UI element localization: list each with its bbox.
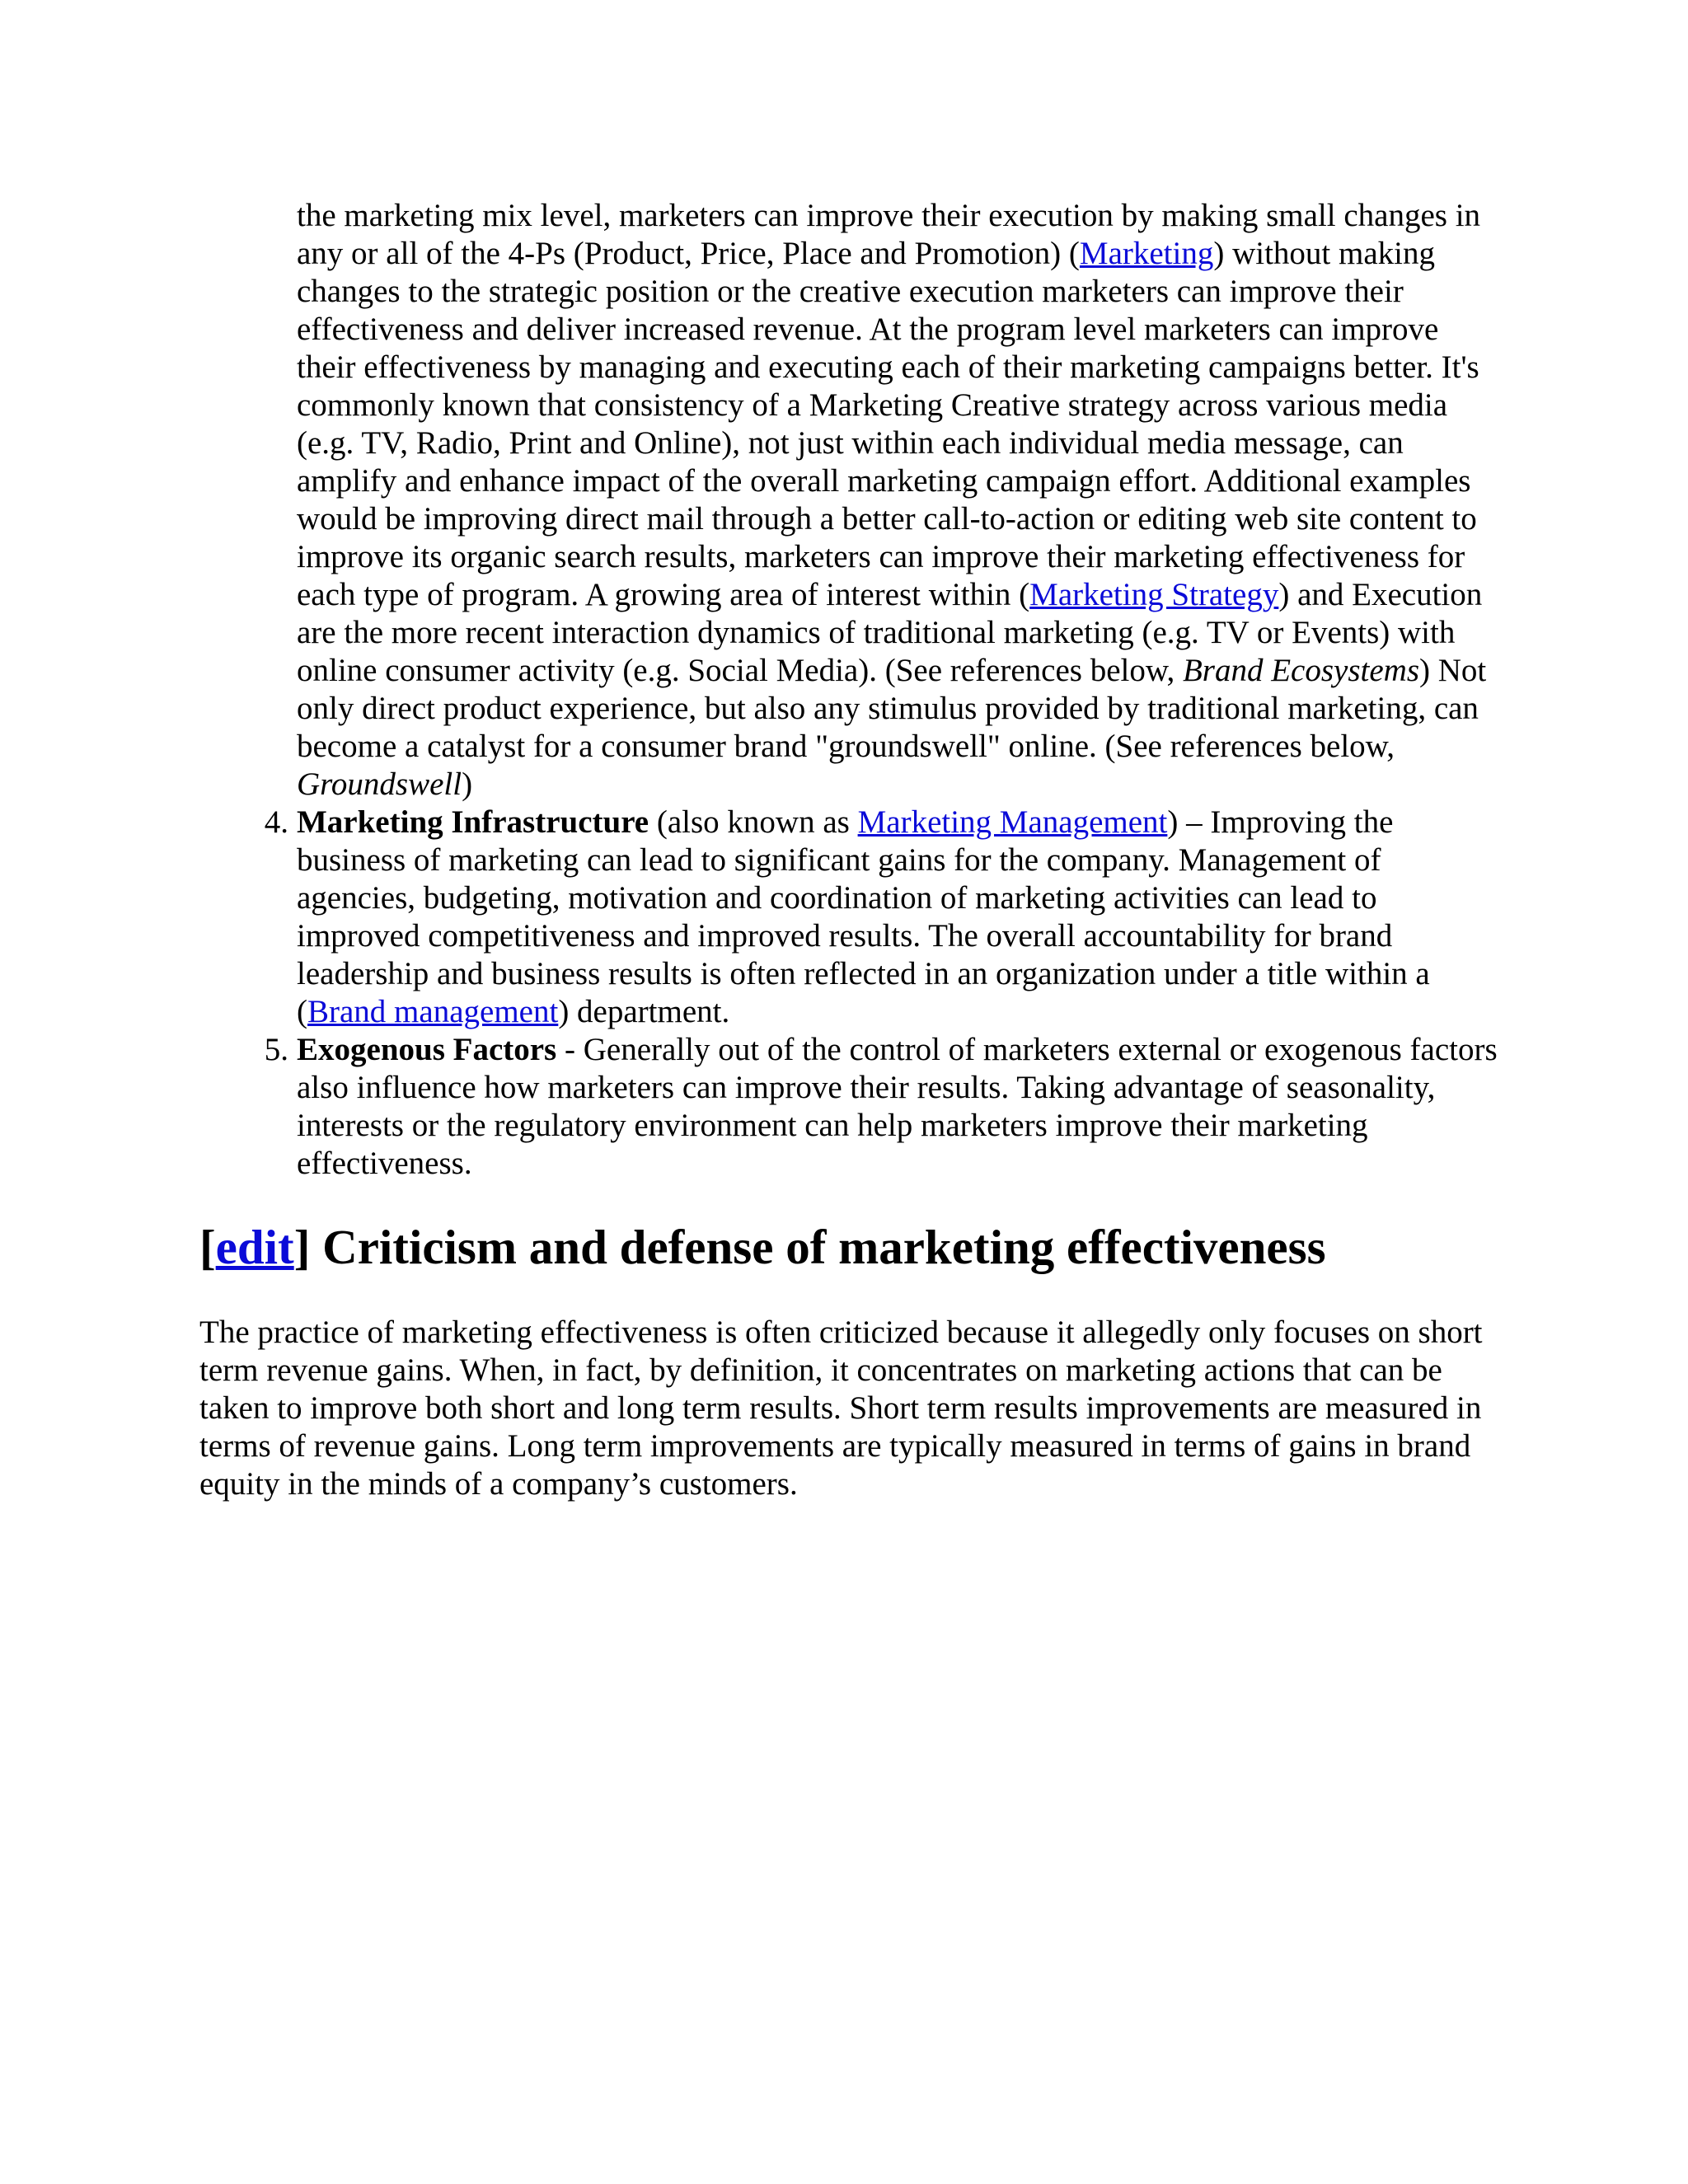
list-number: 5. [264, 1032, 288, 1067]
text-run: ) department. [558, 994, 730, 1029]
section-title: Criticism and defense of marketing effectiveness [310, 1220, 1326, 1274]
text-run: (also known as [649, 804, 858, 840]
list-item-marketing-infrastructure [264, 804, 1500, 1031]
numbered-list [264, 804, 1500, 1183]
text-run: ) [462, 766, 473, 802]
continuation-paragraph [297, 197, 1500, 804]
bracket: [ [199, 1220, 216, 1274]
list-number: 4. [264, 804, 288, 840]
list-item-exogenous-factors [264, 1031, 1500, 1183]
marketing-link[interactable]: Marketing [1079, 236, 1214, 271]
text-run: - Generally out of the control of marketers external or exogenous factors also influence how marketers can improve their results. Taking advantage of seasonality, interests or the regulatory environment can help marketers improve their marketing effectiveness. [297, 1032, 1498, 1181]
text-run: ) Not only direct product experience, but also any stimulus provided by traditional marketing, can become a catalyst for a consumer brand "groundswell" online. (See references below, [297, 653, 1487, 764]
brand-management-link[interactable]: Brand management [307, 994, 559, 1029]
edit-link[interactable]: edit [215, 1220, 294, 1274]
groundswell-italic: Groundswell [297, 766, 462, 802]
marketing-management-link[interactable]: Marketing Management [857, 804, 1168, 840]
text-run: the marketing mix level, marketers can improve their execution by making small changes in any or all of the 4-Ps (Product, Price, Place and Promotion) ( [297, 198, 1481, 271]
section-paragraph: The practice of marketing effectiveness is often criticized because it allegedly only focuses on short term revenue gains. When, in fact, by definition, it concentrates on marketing actions that can be taken to improve both short and long term results. Short term results improvements are measured in terms of revenue gains. Long term improvements are typically measured in terms of gains in brand equity in the minds of a company’s customers. [199, 1315, 1483, 1502]
bracket: ] [293, 1220, 311, 1274]
brand-ecosystems-italic: Brand Ecosystems [1182, 653, 1420, 688]
text-run: ) – Improving the business of marketing can lead to significant gains for the company. Management of agencies, budgeting, motivation and coordination of marketing activities can lead to improved competitiveness and improved results. The overall accountability for brand leadership and business results is often reflected in an organization under a title within a ( [297, 804, 1430, 1029]
section-heading [199, 1218, 1326, 1276]
text-run: ) without making changes to the strategic position or the creative execution marketers can improve their effectiveness and deliver increased revenue. At the program level marketers can improve their effectiveness by managing and executing each of their marketing campaigns better. It's commonly known that consistency of a Marketing Creative strategy across various media (e.g. TV, Radio, Print and Online), not just within each individual media message, can amplify and enhance impact of the overall marketing campaign effort. Additional examples would be improving direct mail through a better call-to-action or editing web site content to improve its organic search results, marketers can improve their marketing effectiveness for each type of program. A growing area of interest within ( [297, 236, 1479, 612]
list-item-term: Marketing Infrastructure [297, 804, 649, 840]
marketing-strategy-link[interactable]: Marketing Strategy [1029, 577, 1279, 612]
list-item-term: Exogenous Factors [297, 1032, 557, 1067]
text-run: ) and Execution are the more recent interaction dynamics of traditional marketing (e.g. TV or Events) with online consumer activity (e.g. Social Media). (See references below, [297, 577, 1483, 688]
